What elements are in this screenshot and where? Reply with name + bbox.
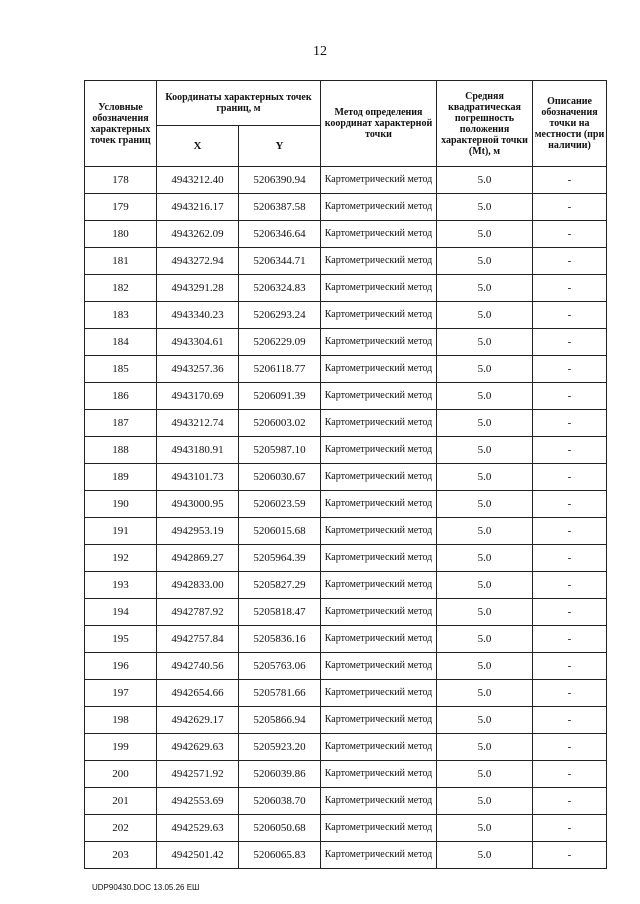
description-cell: - (533, 167, 607, 194)
method-cell: Картометрический метод (321, 545, 437, 572)
x-coordinate-cell: 4943272.94 (157, 248, 239, 275)
table-row (85, 275, 607, 302)
table-row (85, 329, 607, 356)
y-coordinate-cell: 5206039.86 (239, 761, 321, 788)
method-cell: Картометрический метод (321, 491, 437, 518)
table-row (85, 626, 607, 653)
method-cell: Картометрический метод (321, 248, 437, 275)
point-id-cell: 200 (85, 761, 157, 788)
description-cell: - (533, 194, 607, 221)
table-row (85, 410, 607, 437)
y-coordinate-cell: 5205866.94 (239, 707, 321, 734)
y-coordinate-cell: 5206003.02 (239, 410, 321, 437)
description-cell: - (533, 734, 607, 761)
point-id-cell: 190 (85, 491, 157, 518)
x-coordinate-cell: 4942740.56 (157, 653, 239, 680)
y-coordinate-cell: 5206346.64 (239, 221, 321, 248)
accuracy-cell: 5.0 (437, 464, 533, 491)
table-row (85, 518, 607, 545)
accuracy-cell: 5.0 (437, 221, 533, 248)
table-row (85, 572, 607, 599)
point-id-cell: 201 (85, 788, 157, 815)
accuracy-cell: 5.0 (437, 815, 533, 842)
x-coordinate-cell: 4942833.00 (157, 572, 239, 599)
accuracy-cell: 5.0 (437, 437, 533, 464)
accuracy-cell: 5.0 (437, 194, 533, 221)
method-cell: Картометрический метод (321, 788, 437, 815)
table-row (85, 788, 607, 815)
header-accuracy: Средняя квадратическая погрешность положения характерной точки (Mt), м (437, 81, 533, 167)
y-coordinate-cell: 5206023.59 (239, 491, 321, 518)
method-cell: Картометрический метод (321, 464, 437, 491)
y-coordinate-cell: 5205923.20 (239, 734, 321, 761)
y-coordinate-cell: 5206390.94 (239, 167, 321, 194)
table-row (85, 167, 607, 194)
table-row (85, 842, 607, 869)
table-row (85, 707, 607, 734)
table-row (85, 221, 607, 248)
description-cell: - (533, 842, 607, 869)
accuracy-cell: 5.0 (437, 410, 533, 437)
accuracy-cell: 5.0 (437, 599, 533, 626)
table-row (85, 356, 607, 383)
point-id-cell: 195 (85, 626, 157, 653)
description-cell: - (533, 653, 607, 680)
point-id-cell: 203 (85, 842, 157, 869)
y-coordinate-cell: 5205964.39 (239, 545, 321, 572)
y-coordinate-cell: 5206091.39 (239, 383, 321, 410)
method-cell: Картометрический метод (321, 194, 437, 221)
table-row (85, 194, 607, 221)
accuracy-cell: 5.0 (437, 626, 533, 653)
x-coordinate-cell: 4942787.92 (157, 599, 239, 626)
point-id-cell: 199 (85, 734, 157, 761)
method-cell: Картометрический метод (321, 815, 437, 842)
description-cell: - (533, 788, 607, 815)
description-cell: - (533, 761, 607, 788)
accuracy-cell: 5.0 (437, 248, 533, 275)
method-cell: Картометрический метод (321, 518, 437, 545)
description-cell: - (533, 518, 607, 545)
table-row (85, 815, 607, 842)
point-id-cell: 197 (85, 680, 157, 707)
accuracy-cell: 5.0 (437, 734, 533, 761)
accuracy-cell: 5.0 (437, 653, 533, 680)
description-cell: - (533, 815, 607, 842)
description-cell: - (533, 680, 607, 707)
description-cell: - (533, 572, 607, 599)
description-cell: - (533, 707, 607, 734)
accuracy-cell: 5.0 (437, 545, 533, 572)
x-coordinate-cell: 4943257.36 (157, 356, 239, 383)
description-cell: - (533, 329, 607, 356)
point-id-cell: 188 (85, 437, 157, 464)
accuracy-cell: 5.0 (437, 167, 533, 194)
method-cell: Картометрический метод (321, 626, 437, 653)
accuracy-cell: 5.0 (437, 275, 533, 302)
description-cell: - (533, 464, 607, 491)
method-cell: Картометрический метод (321, 599, 437, 626)
accuracy-cell: 5.0 (437, 572, 533, 599)
method-cell: Картометрический метод (321, 221, 437, 248)
table-row (85, 680, 607, 707)
method-cell: Картометрический метод (321, 572, 437, 599)
x-coordinate-cell: 4943212.40 (157, 167, 239, 194)
y-coordinate-cell: 5206229.09 (239, 329, 321, 356)
x-coordinate-cell: 4942629.17 (157, 707, 239, 734)
x-coordinate-cell: 4943101.73 (157, 464, 239, 491)
table-body (85, 167, 607, 869)
table-row (85, 248, 607, 275)
y-coordinate-cell: 5206293.24 (239, 302, 321, 329)
accuracy-cell: 5.0 (437, 788, 533, 815)
point-id-cell: 189 (85, 464, 157, 491)
method-cell: Картометрический метод (321, 653, 437, 680)
x-coordinate-cell: 4943216.17 (157, 194, 239, 221)
y-coordinate-cell: 5205987.10 (239, 437, 321, 464)
x-coordinate-cell: 4943340.23 (157, 302, 239, 329)
method-cell: Картометрический метод (321, 680, 437, 707)
y-coordinate-cell: 5206387.58 (239, 194, 321, 221)
point-id-cell: 198 (85, 707, 157, 734)
coordinates-table (84, 80, 607, 869)
point-id-cell: 178 (85, 167, 157, 194)
description-cell: - (533, 275, 607, 302)
x-coordinate-cell: 4943212.74 (157, 410, 239, 437)
method-cell: Картометрический метод (321, 410, 437, 437)
x-coordinate-cell: 4942654.66 (157, 680, 239, 707)
method-cell: Картометрический метод (321, 761, 437, 788)
method-cell: Картометрический метод (321, 707, 437, 734)
accuracy-cell: 5.0 (437, 680, 533, 707)
point-id-cell: 196 (85, 653, 157, 680)
y-coordinate-cell: 5206344.71 (239, 248, 321, 275)
accuracy-cell: 5.0 (437, 302, 533, 329)
point-id-cell: 184 (85, 329, 157, 356)
y-coordinate-cell: 5206118.77 (239, 356, 321, 383)
description-cell: - (533, 545, 607, 572)
point-id-cell: 191 (85, 518, 157, 545)
x-coordinate-cell: 4943291.28 (157, 275, 239, 302)
table-row (85, 464, 607, 491)
x-coordinate-cell: 4943262.09 (157, 221, 239, 248)
y-coordinate-cell: 5205836.16 (239, 626, 321, 653)
y-coordinate-cell: 5205763.06 (239, 653, 321, 680)
x-coordinate-cell: 4942553.69 (157, 788, 239, 815)
point-id-cell: 193 (85, 572, 157, 599)
x-coordinate-cell: 4943170.69 (157, 383, 239, 410)
description-cell: - (533, 383, 607, 410)
accuracy-cell: 5.0 (437, 356, 533, 383)
table-row (85, 545, 607, 572)
point-id-cell: 179 (85, 194, 157, 221)
accuracy-cell: 5.0 (437, 842, 533, 869)
y-coordinate-cell: 5205781.66 (239, 680, 321, 707)
table-row (85, 599, 607, 626)
table-row (85, 437, 607, 464)
table-row (85, 302, 607, 329)
x-coordinate-cell: 4943180.91 (157, 437, 239, 464)
description-cell: - (533, 491, 607, 518)
method-cell: Картометрический метод (321, 734, 437, 761)
point-id-cell: 180 (85, 221, 157, 248)
y-coordinate-cell: 5205827.29 (239, 572, 321, 599)
page-number: 12 (313, 44, 327, 59)
point-id-cell: 186 (85, 383, 157, 410)
table-row (85, 734, 607, 761)
header-x: X (157, 126, 239, 167)
method-cell: Картометрический метод (321, 383, 437, 410)
point-id-cell: 202 (85, 815, 157, 842)
accuracy-cell: 5.0 (437, 761, 533, 788)
x-coordinate-cell: 4943000.95 (157, 491, 239, 518)
x-coordinate-cell: 4942529.63 (157, 815, 239, 842)
method-cell: Картометрический метод (321, 302, 437, 329)
table-row (85, 491, 607, 518)
description-cell: - (533, 599, 607, 626)
table-row (85, 653, 607, 680)
x-coordinate-cell: 4942501.42 (157, 842, 239, 869)
x-coordinate-cell: 4942571.92 (157, 761, 239, 788)
description-cell: - (533, 437, 607, 464)
point-id-cell: 183 (85, 302, 157, 329)
header-method: Метод определения координат характерной точки (321, 81, 437, 167)
header-description: Описание обозначения точки на местности (при наличии) (533, 81, 607, 167)
y-coordinate-cell: 5206038.70 (239, 788, 321, 815)
footer-file-stamp: UDP90430.DOC 13.05.26 ЕШ (92, 883, 200, 892)
table-row (85, 761, 607, 788)
x-coordinate-cell: 4942869.27 (157, 545, 239, 572)
method-cell: Картометрический метод (321, 275, 437, 302)
x-coordinate-cell: 4942757.84 (157, 626, 239, 653)
description-cell: - (533, 356, 607, 383)
method-cell: Картометрический метод (321, 437, 437, 464)
point-id-cell: 182 (85, 275, 157, 302)
description-cell: - (533, 626, 607, 653)
y-coordinate-cell: 5205818.47 (239, 599, 321, 626)
point-id-cell: 187 (85, 410, 157, 437)
accuracy-cell: 5.0 (437, 518, 533, 545)
header-coordinates: Координаты характерных точек границ, м (157, 81, 321, 126)
method-cell: Картометрический метод (321, 842, 437, 869)
table-row (85, 383, 607, 410)
x-coordinate-cell: 4942953.19 (157, 518, 239, 545)
description-cell: - (533, 248, 607, 275)
point-id-cell: 194 (85, 599, 157, 626)
method-cell: Картометрический метод (321, 167, 437, 194)
header-y: Y (239, 126, 321, 167)
y-coordinate-cell: 5206050.68 (239, 815, 321, 842)
accuracy-cell: 5.0 (437, 491, 533, 518)
point-id-cell: 181 (85, 248, 157, 275)
y-coordinate-cell: 5206324.83 (239, 275, 321, 302)
point-id-cell: 185 (85, 356, 157, 383)
accuracy-cell: 5.0 (437, 329, 533, 356)
x-coordinate-cell: 4943304.61 (157, 329, 239, 356)
y-coordinate-cell: 5206065.83 (239, 842, 321, 869)
y-coordinate-cell: 5206015.68 (239, 518, 321, 545)
accuracy-cell: 5.0 (437, 383, 533, 410)
description-cell: - (533, 302, 607, 329)
description-cell: - (533, 410, 607, 437)
header-point-designation: Условные обозначения характерных точек границ (85, 81, 157, 167)
accuracy-cell: 5.0 (437, 707, 533, 734)
point-id-cell: 192 (85, 545, 157, 572)
x-coordinate-cell: 4942629.63 (157, 734, 239, 761)
method-cell: Картометрический метод (321, 329, 437, 356)
y-coordinate-cell: 5206030.67 (239, 464, 321, 491)
method-cell: Картометрический метод (321, 356, 437, 383)
description-cell: - (533, 221, 607, 248)
